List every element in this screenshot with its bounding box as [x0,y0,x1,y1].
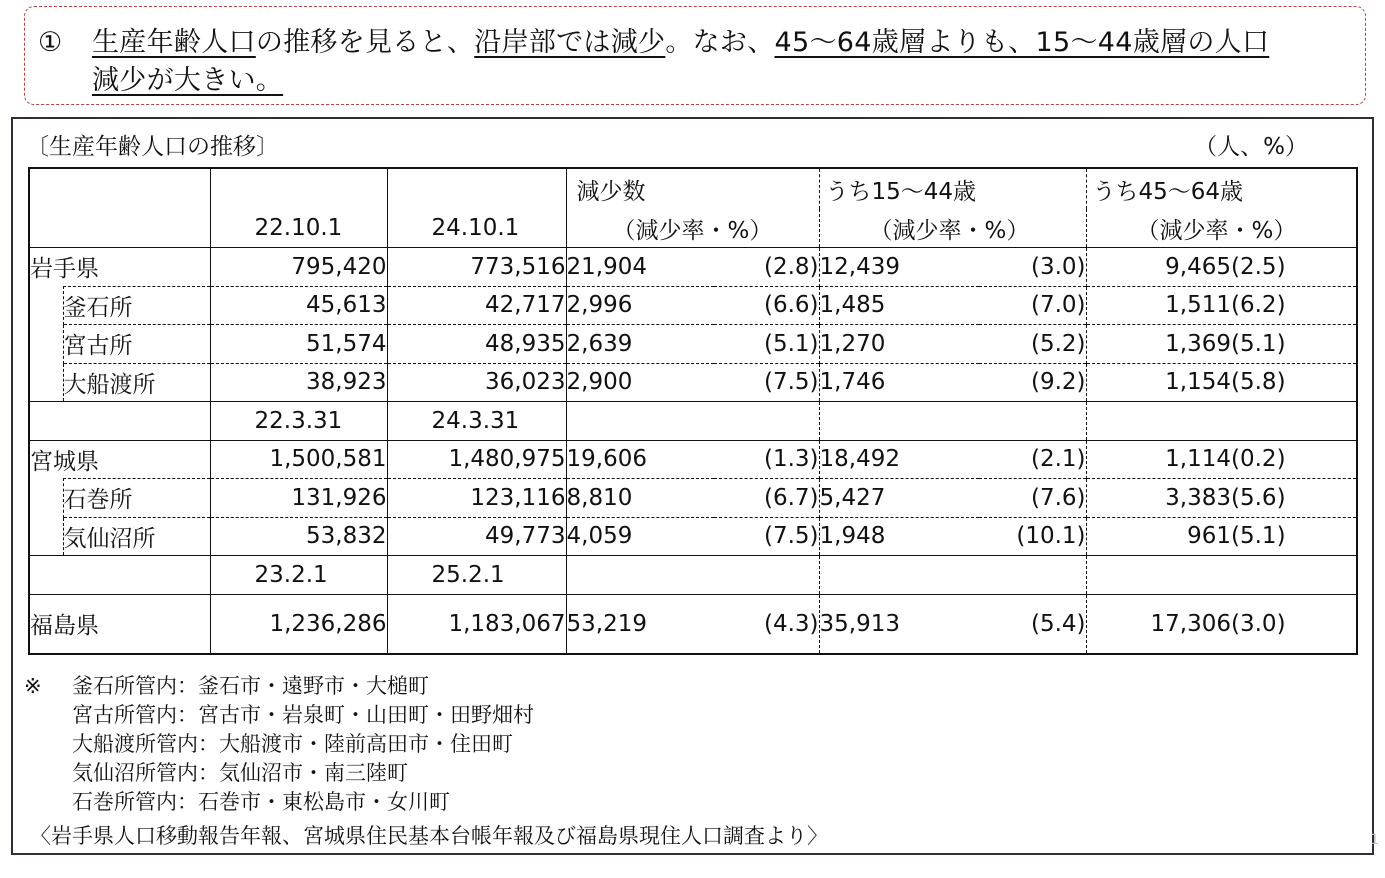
header-rate-15-44: （減少率・%） [819,209,1086,248]
row-name: 宮古所 [63,325,210,364]
row-name: 大船渡所 [63,363,210,402]
table-row: 宮城県 1,500,581 1,480,975 19,606 (1.3) 18,492 (2.1) 1,114 (0.2) [29,440,1357,479]
header-row-2 [29,209,1357,248]
table-row: 釜石所 45,613 42,717 2,996 (6.6) 1,485 (7.0) 1,511 (6.2) [29,286,1357,325]
summary-text: ① 生産年齢人口の推移を見ると、沿岸部では減少。なお、45～64歳層よりも、15～44歳層の人口 減少が大きい。 [38,24,1269,100]
header-age-45-64: うち45～64歳 [1086,168,1357,209]
table-row: 岩手県 795,420 773,516 21,904 (2.8) 12,439 (3.0) 9,465 (2.5) [29,248,1357,287]
footnote-line: 石巻所管内：石巻市・東松島市・女川町 [72,790,450,814]
footnote-line: 大船渡所管内：大船渡市・陸前高田市・住田町 [72,732,513,756]
table-row: 大船渡所 38,923 36,023 2,900 (7.5) 1,746 (9.2) 1,154 (5.8) [29,363,1357,402]
row-name: 石巻所 [63,479,210,518]
header-rate-45-64: （減少率・%） [1086,209,1357,248]
header-date1: 22.10.1 [210,209,387,248]
table-row: 宮古所 51,574 48,935 2,639 (5.1) 1,270 (5.2) 1,369 (5.1) [29,325,1357,364]
header-age-15-44: うち15～44歳 [819,168,1086,209]
row-name: 宮城県 [29,440,210,479]
footnote-line: 宮古所管内：宮古市・岩泉町・山田町・田野畑村 [72,703,534,727]
table-row: 気仙沼所 53,832 49,773 4,059 (7.5) 1,948 (10.1) 961 (5.1) [29,517,1357,556]
table-row: 福島県 1,236,286 1,183,067 53,219 (4.3) 35,913 (5.4) 17,306 (3.0) [29,594,1357,654]
header-date2: 24.10.1 [387,209,566,248]
row-name: 釜石所 [63,286,210,325]
page-number: 1 [1370,832,1379,848]
source-note: 〈岩手県人口移動報告年報、宮城県住民基本台帳年報及び福島県現住人口調査より〉 [30,824,828,848]
table-row: 石巻所 131,926 123,116 8,810 (6.7) 5,427 (7.6) 3,383 (5.6) [29,479,1357,518]
header-rate-decrease: （減少率・%） [566,209,819,248]
footnote-mark: ※ [24,674,42,698]
footnotes [24,672,534,817]
table-unit: （人、%） [1194,134,1308,160]
footnote-line: 気仙沼所管内：気仙沼市・南三陸町 [72,761,408,785]
footnote-line: 釜石所管内：釜石市・遠野市・大槌町 [72,674,429,698]
row-name: 気仙沼所 [63,517,210,556]
header-decrease: 減少数 [566,168,819,209]
header-row-1 [29,168,1357,209]
row-name: 岩手県 [29,248,210,287]
table-title: 〔生産年齢人口の推移〕 [26,134,279,160]
row-name: 福島県 [29,594,210,654]
date-row: 23.2.1 25.2.1 [29,556,1357,595]
summary-number: ① [38,27,63,58]
population-table [28,167,1358,655]
date-row: 22.3.31 24.3.31 [29,402,1357,441]
